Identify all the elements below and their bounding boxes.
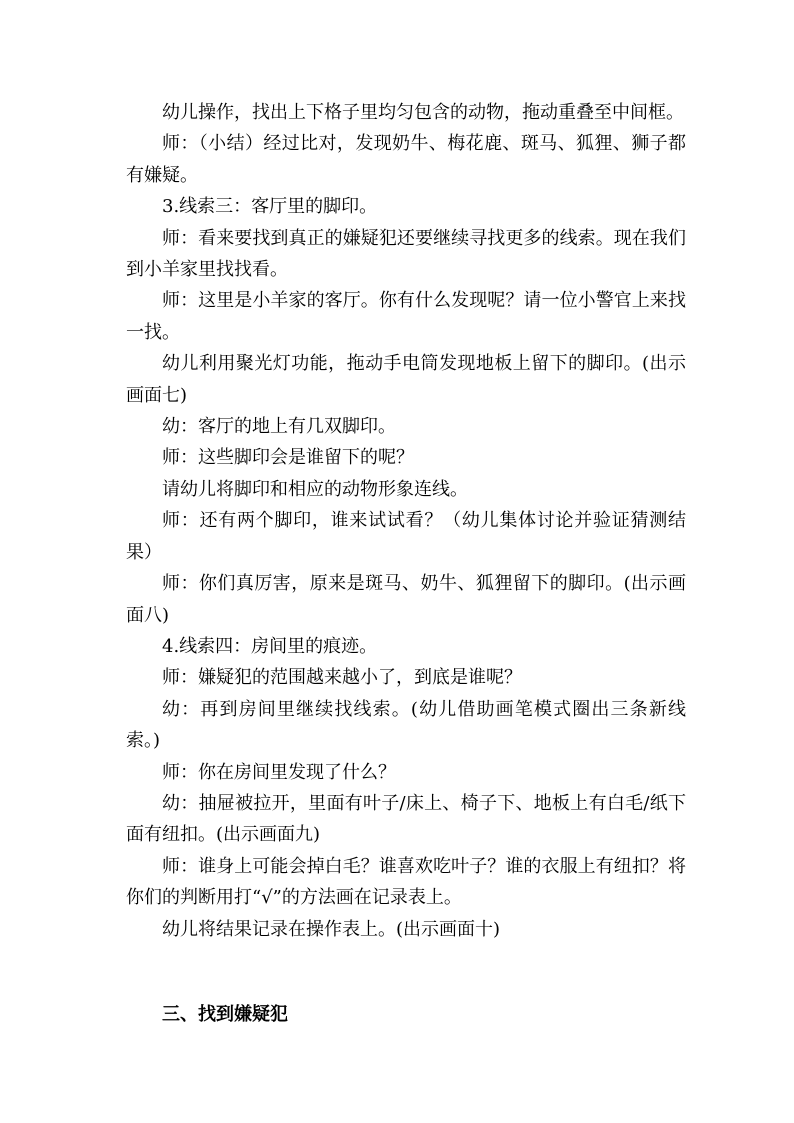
paragraph: 幼儿将结果记录在操作表上。(出示画面十) — [162, 918, 501, 940]
paragraph: 师：这里是小羊家的客厅。你有什么发现呢？请一位小警官上来找一找。 — [126, 290, 686, 343]
paragraph: 幼：抽屉被拉开，里面有叶子/床上、椅子下、地板上有白毛/纸下面有纽扣。(出示画面九) — [126, 792, 686, 846]
paragraph: 师：你们真厉害，原来是斑马、奶牛、狐狸留下的脚印。(出示画面八) — [126, 573, 686, 626]
paragraph: 3.线索三：客厅里的脚印。 — [162, 196, 378, 218]
paragraph: 师：还有两个脚印，谁来试试看？（幼儿集体讨论并验证猜测结果） — [126, 510, 686, 563]
paragraph: 师：你在房间里发现了什么？ — [162, 761, 396, 783]
paragraph: 师：嫌疑犯的范围越来越小了，到底是谁呢？ — [162, 667, 522, 689]
section-heading: 三、找到嫌疑犯 — [162, 1003, 288, 1025]
paragraph: 师：这些脚印会是谁留下的呢？ — [162, 447, 414, 469]
paragraph: 4.线索四：房间里的痕迹。 — [162, 635, 378, 657]
document-body — [126, 97, 686, 1030]
paragraph: 幼：再到房间里继续找线索。(幼儿借助画笔模式圈出三条新线索。) — [126, 698, 686, 752]
paragraph: 师：谁身上可能会掉白毛？谁喜欢吃叶子？谁的衣服上有纽扣？将你们的判断用打“√”的方法画在记录表上。 — [126, 855, 686, 909]
paragraph: 幼儿利用聚光灯功能，拖动手电筒发现地板上留下的脚印。(出示画面七) — [126, 353, 686, 406]
paragraph: 师：看来要找到真正的嫌疑犯还要继续寻找更多的线索。现在我们到小羊家里找找看。 — [126, 227, 686, 281]
paragraph: 幼儿操作，找出上下格子里均匀包含的动物，拖动重叠至中间框。 — [162, 102, 684, 123]
paragraph: 师：（小结）经过比对，发现奶牛、梅花鹿、斑马、狐狸、狮子都有嫌疑。 — [126, 133, 686, 186]
paragraph: 幼：客厅的地上有几双脚印。 — [162, 416, 396, 438]
paragraph: 请幼儿将脚印和相应的动物形象连线。 — [162, 478, 468, 500]
